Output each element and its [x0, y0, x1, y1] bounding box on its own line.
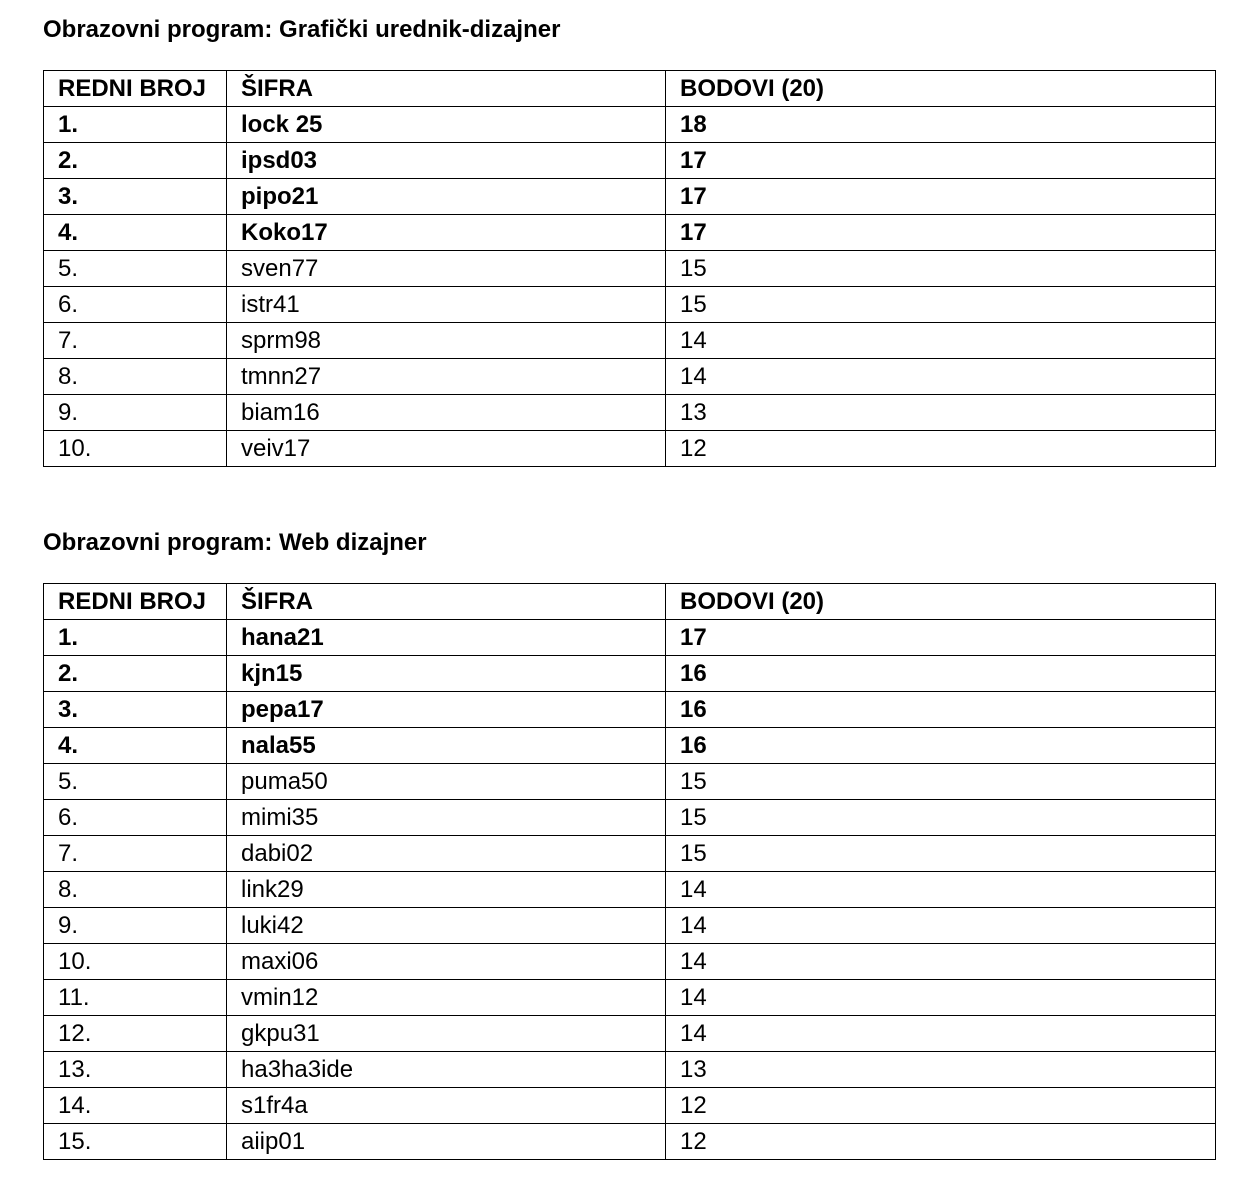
code-cell: dabi02 — [227, 836, 666, 872]
table-row — [44, 728, 1216, 764]
code-cell: ipsd03 — [227, 143, 666, 179]
table-row — [44, 1052, 1216, 1088]
points-cell: 15 — [666, 287, 1216, 323]
table-body — [44, 620, 1216, 1160]
code-cell: ha3ha3ide — [227, 1052, 666, 1088]
rank-cell: 6. — [44, 287, 227, 323]
results-table-graficki — [43, 70, 1216, 467]
table-row — [44, 287, 1216, 323]
points-cell: 16 — [666, 728, 1216, 764]
points-cell: 14 — [666, 1016, 1216, 1052]
points-cell: 14 — [666, 944, 1216, 980]
table-header-row — [44, 71, 1216, 107]
rank-cell: 12. — [44, 1016, 227, 1052]
points-cell: 18 — [666, 107, 1216, 143]
points-cell: 14 — [666, 323, 1216, 359]
points-cell: 12 — [666, 1124, 1216, 1160]
points-cell: 13 — [666, 395, 1216, 431]
code-cell: nala55 — [227, 728, 666, 764]
column-header-points: BODOVI (20) — [666, 584, 1216, 620]
table-row — [44, 1124, 1216, 1160]
column-header-code: ŠIFRA — [227, 71, 666, 107]
code-cell: luki42 — [227, 908, 666, 944]
column-header-rank: REDNI BROJ — [44, 584, 227, 620]
points-cell: 17 — [666, 215, 1216, 251]
code-cell: biam16 — [227, 395, 666, 431]
table-row — [44, 359, 1216, 395]
code-cell: veiv17 — [227, 431, 666, 467]
table-row — [44, 323, 1216, 359]
points-cell: 14 — [666, 908, 1216, 944]
points-cell: 16 — [666, 656, 1216, 692]
table-row — [44, 107, 1216, 143]
table-row — [44, 872, 1216, 908]
table-row — [44, 395, 1216, 431]
code-cell: lock 25 — [227, 107, 666, 143]
table-row — [44, 980, 1216, 1016]
table-row — [44, 1016, 1216, 1052]
rank-cell: 8. — [44, 872, 227, 908]
rank-cell: 8. — [44, 359, 227, 395]
table-row — [44, 179, 1216, 215]
code-cell: sven77 — [227, 251, 666, 287]
points-cell: 15 — [666, 251, 1216, 287]
table-row — [44, 656, 1216, 692]
rank-cell: 13. — [44, 1052, 227, 1088]
rank-cell: 4. — [44, 215, 227, 251]
rank-cell: 3. — [44, 692, 227, 728]
rank-cell: 6. — [44, 800, 227, 836]
rank-cell: 15. — [44, 1124, 227, 1160]
points-cell: 17 — [666, 143, 1216, 179]
rank-cell: 1. — [44, 620, 227, 656]
table-row — [44, 836, 1216, 872]
rank-cell: 10. — [44, 944, 227, 980]
rank-cell: 5. — [44, 251, 227, 287]
table-row — [44, 1088, 1216, 1124]
code-cell: s1fr4a — [227, 1088, 666, 1124]
points-cell: 14 — [666, 872, 1216, 908]
code-cell: gkpu31 — [227, 1016, 666, 1052]
points-cell: 14 — [666, 359, 1216, 395]
results-table-web — [43, 583, 1216, 1160]
code-cell: puma50 — [227, 764, 666, 800]
points-cell: 15 — [666, 800, 1216, 836]
code-cell: tmnn27 — [227, 359, 666, 395]
points-cell: 17 — [666, 179, 1216, 215]
rank-cell: 1. — [44, 107, 227, 143]
rank-cell: 3. — [44, 179, 227, 215]
points-cell: 16 — [666, 692, 1216, 728]
rank-cell: 14. — [44, 1088, 227, 1124]
column-header-points: BODOVI (20) — [666, 71, 1216, 107]
section-title-graficki: Obrazovni program: Grafički urednik-dizajner — [43, 16, 561, 43]
table-row — [44, 764, 1216, 800]
code-cell: Koko17 — [227, 215, 666, 251]
rank-cell: 9. — [44, 908, 227, 944]
table-header-row — [44, 584, 1216, 620]
points-cell: 14 — [666, 980, 1216, 1016]
rank-cell: 2. — [44, 143, 227, 179]
code-cell: pepa17 — [227, 692, 666, 728]
rank-cell: 5. — [44, 764, 227, 800]
rank-cell: 11. — [44, 980, 227, 1016]
table-row — [44, 143, 1216, 179]
column-header-rank: REDNI BROJ — [44, 71, 227, 107]
code-cell: istr41 — [227, 287, 666, 323]
points-cell: 13 — [666, 1052, 1216, 1088]
points-cell: 12 — [666, 1088, 1216, 1124]
code-cell: maxi06 — [227, 944, 666, 980]
code-cell: vmin12 — [227, 980, 666, 1016]
rank-cell: 4. — [44, 728, 227, 764]
code-cell: mimi35 — [227, 800, 666, 836]
table-row — [44, 431, 1216, 467]
rank-cell: 7. — [44, 836, 227, 872]
code-cell: hana21 — [227, 620, 666, 656]
section-title-web: Obrazovni program: Web dizajner — [43, 529, 427, 556]
table-row — [44, 908, 1216, 944]
column-header-code: ŠIFRA — [227, 584, 666, 620]
code-cell: sprm98 — [227, 323, 666, 359]
table-row — [44, 215, 1216, 251]
code-cell: link29 — [227, 872, 666, 908]
table-row — [44, 944, 1216, 980]
points-cell: 15 — [666, 764, 1216, 800]
rank-cell: 9. — [44, 395, 227, 431]
table-row — [44, 251, 1216, 287]
points-cell: 12 — [666, 431, 1216, 467]
table-row — [44, 692, 1216, 728]
table-row — [44, 800, 1216, 836]
table-body — [44, 107, 1216, 467]
code-cell: kjn15 — [227, 656, 666, 692]
points-cell: 15 — [666, 836, 1216, 872]
rank-cell: 2. — [44, 656, 227, 692]
table-row — [44, 620, 1216, 656]
rank-cell: 7. — [44, 323, 227, 359]
code-cell: pipo21 — [227, 179, 666, 215]
code-cell: aiip01 — [227, 1124, 666, 1160]
points-cell: 17 — [666, 620, 1216, 656]
rank-cell: 10. — [44, 431, 227, 467]
